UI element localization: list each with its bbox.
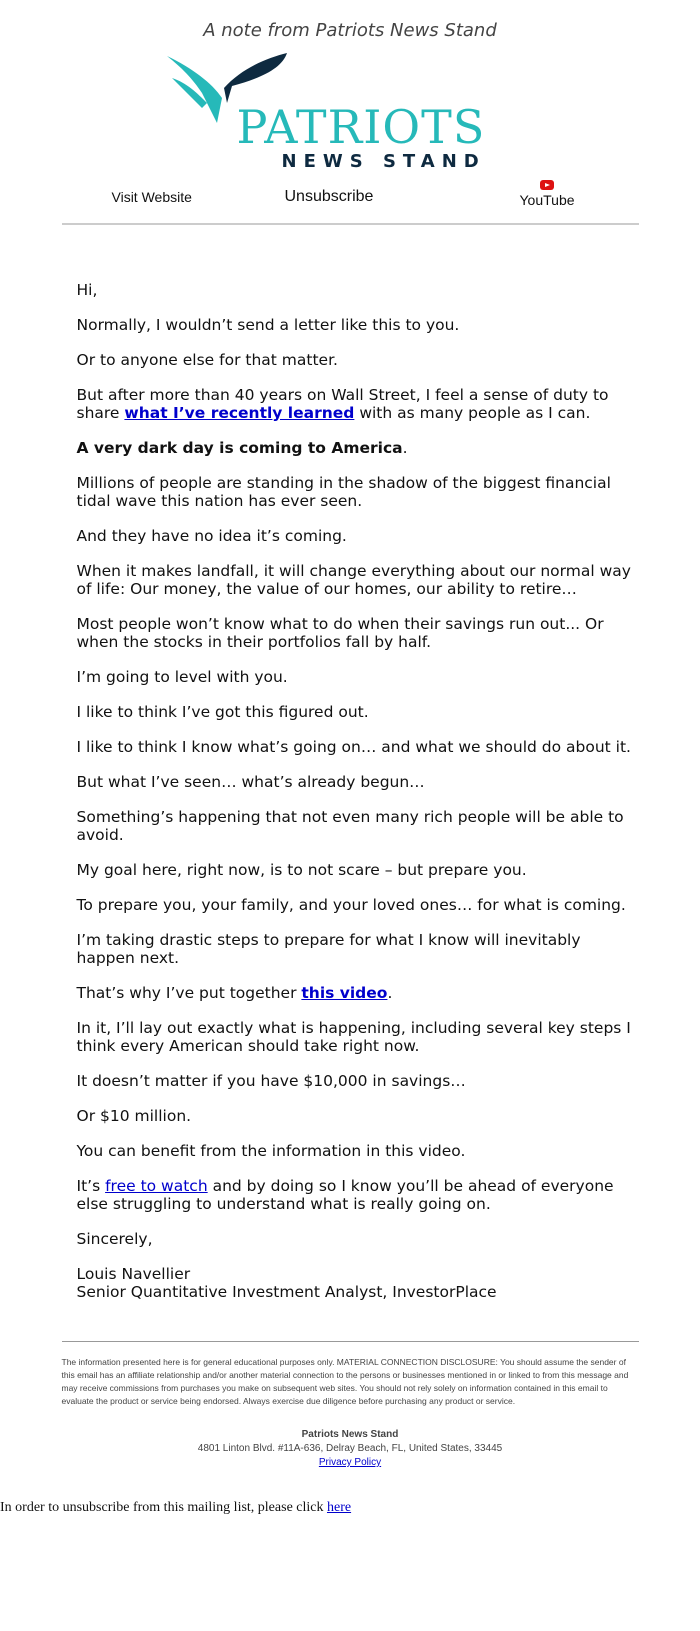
paragraph: In it, I’ll lay out exactly what is happening, including several key steps I think every American should take right now. — [76, 1019, 631, 1055]
logo-title: PATRIOTS — [236, 100, 486, 154]
paragraph: I’m taking drastic steps to prepare for what I know will inevitably happen next. — [76, 931, 581, 967]
text: But after more than 40 years on Wall Street, I feel a sense of duty to share — [76, 386, 609, 422]
paragraph: Something’s happening that not even many rich people will be able to avoid. — [76, 808, 624, 844]
company-name: Patriots News Stand — [301, 1429, 399, 1440]
footer-divider — [62, 1341, 639, 1342]
nav-bar — [62, 178, 639, 225]
paragraph — [77, 439, 639, 457]
unsubscribe-line — [0, 1500, 700, 1516]
headline-text: A very dark day is coming to America — [76, 439, 403, 457]
paragraph — [77, 386, 639, 422]
paragraph: Most people won’t know what to do when their savings run out... Or when the stocks in their portfolios fall by half. — [76, 615, 604, 651]
paragraph — [77, 1177, 639, 1213]
signature-name: Louis Navellier — [76, 1265, 191, 1283]
paragraph: It doesn’t matter if you have $10,000 in savings… — [76, 1072, 466, 1090]
paragraph: To prepare you, your family, and your loved ones… for what is coming. — [76, 896, 626, 914]
text: In order to unsubscribe from this mailing list, please click — [0, 1500, 327, 1515]
logo-subtitle: NEWS STAND — [281, 151, 486, 172]
text: That’s why I’ve put together — [76, 984, 302, 1002]
text: . — [387, 984, 393, 1002]
paragraph: Sincerely, — [76, 1230, 153, 1248]
youtube-link[interactable]: YouTube — [519, 192, 575, 208]
paragraph: You can benefit from the information in this video. — [76, 1142, 466, 1160]
text: with as many people as I can. — [354, 404, 591, 422]
text: . — [402, 439, 408, 457]
logo — [62, 48, 639, 178]
youtube-icon[interactable] — [540, 180, 554, 190]
privacy-policy-link[interactable]: Privacy Policy — [318, 1457, 382, 1468]
paragraph: My goal here, right now, is to not scare – but prepare you. — [76, 861, 527, 879]
learned-link[interactable]: what I’ve recently learned — [124, 404, 355, 422]
text: and by doing so I know you’ll be ahead of everyone else struggling to understand what is really going on. — [76, 1177, 614, 1213]
paragraph: When it makes landfall, it will change everything about our normal way of life: Our money, the value of our homes, our ability to retire… — [76, 562, 631, 598]
text: It’s — [76, 1177, 106, 1195]
paragraph — [77, 984, 639, 1002]
signature — [77, 1265, 639, 1301]
paragraph: I like to think I’ve got this figured out. — [76, 703, 369, 721]
unsubscribe-link[interactable]: Unsubscribe — [284, 188, 374, 205]
paragraph: I’m going to level with you. — [76, 668, 288, 686]
paragraph: But what I’ve seen… what’s already begun… — [76, 773, 425, 791]
paragraph: Normally, I wouldn’t send a letter like this to you. — [76, 316, 460, 334]
visit-website-link[interactable]: Visit Website — [111, 189, 192, 205]
footer-address-block — [62, 1428, 639, 1470]
header-note: A note from Patriots News Stand — [203, 20, 497, 41]
paragraph: Or to anyone else for that matter. — [76, 351, 338, 369]
paragraph: Hi, — [76, 281, 98, 299]
paragraph: Or $10 million. — [76, 1107, 192, 1125]
free-to-watch-link[interactable]: free to watch — [105, 1177, 208, 1195]
letter-body — [62, 225, 639, 1301]
address: 4801 Linton Blvd. #11A-636, Delray Beach, FL, United States, 33445 — [197, 1443, 503, 1454]
paragraph: Millions of people are standing in the shadow of the biggest financial tidal wave this nation has ever seen. — [76, 474, 611, 510]
paragraph: I like to think I know what’s going on… and what we should do about it. — [76, 738, 631, 756]
paragraph: And they have no idea it’s coming. — [76, 527, 347, 545]
unsubscribe-here-link[interactable]: here — [326, 1500, 352, 1515]
disclaimer: The information presented here is for general educational purposes only. MATERIAL CONNECTION DISCLOSURE: You should assume the sender of this email has an affiliate relationship and/or another material connection to the persons or businesses mentioned in or linked to from this message and may receive commissions from purchases you make on subsequent web sites. You should not rely solely on information contained in this email to evaluate the product or service being endorsed. Always exercise due diligence before purchasing any product or service. — [61, 1357, 629, 1406]
video-link[interactable]: this video — [301, 984, 388, 1002]
signature-title: Senior Quantitative Investment Analyst, InvestorPlace — [76, 1283, 497, 1301]
